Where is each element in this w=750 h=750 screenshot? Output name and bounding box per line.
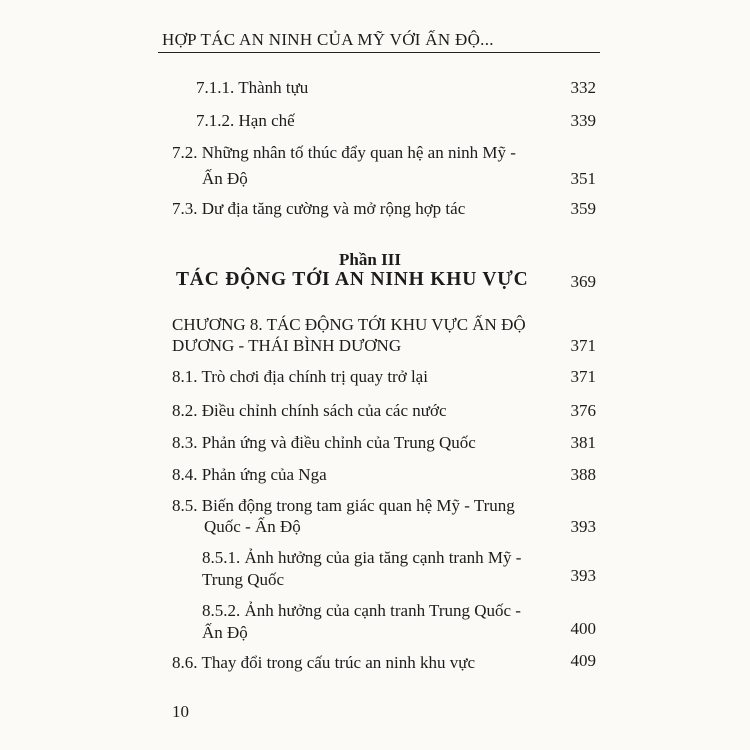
toc-entry-8-2: 8.2. Điều chỉnh chính sách của các nước — [172, 401, 447, 420]
part-page: 369 — [570, 272, 596, 291]
toc-page-8-5-2: 400 — [570, 619, 596, 638]
toc-page-7-1-2: 339 — [570, 111, 596, 130]
toc-entry-8-1: 8.1. Trò chơi địa chính trị quay trở lại — [172, 367, 428, 386]
chapter-title: CHƯƠNG 8. TÁC ĐỘNG TỚI KHU VỰC ẤN ĐỘ — [172, 315, 526, 334]
toc-page-7-3: 359 — [570, 199, 596, 218]
toc-entry-7-2-cont: Ấn Độ — [202, 169, 248, 188]
toc-page-8-6: 409 — [570, 651, 596, 670]
running-head: HỢP TÁC AN NINH CỦA MỸ VỚI ẤN ĐỘ... — [162, 30, 494, 49]
toc-page-8-5-1: 393 — [570, 566, 596, 585]
toc-page-7-1-1: 332 — [570, 78, 596, 97]
chapter-title-cont: DƯƠNG - THÁI BÌNH DƯƠNG — [172, 336, 402, 355]
toc-page-8-4: 388 — [570, 465, 596, 484]
part-title: TÁC ĐỘNG TỚI AN NINH KHU VỰC — [176, 269, 529, 290]
toc-entry-7-1-2: 7.1.2. Hạn chế — [196, 111, 295, 130]
toc-entry-7-1-1: 7.1.1. Thành tựu — [196, 78, 309, 97]
toc-page-8-2: 376 — [570, 401, 596, 420]
toc-entry-8-5-1: 8.5.1. Ảnh hưởng của gia tăng cạnh tranh Mỹ - — [202, 548, 522, 567]
toc-entry-8-5: 8.5. Biến động trong tam giác quan hệ Mỹ - Trung — [172, 496, 515, 515]
toc-page-8-3: 381 — [570, 433, 596, 452]
toc-page-8-5: 393 — [570, 517, 596, 536]
toc-page-8-1: 371 — [570, 367, 596, 386]
toc-entry-8-5-2: 8.5.2. Ảnh hưởng của cạnh tranh Trung Quốc - — [202, 601, 521, 620]
toc-entry-8-4: 8.4. Phản ứng của Nga — [172, 465, 327, 484]
toc-entry-8-5-2-cont: Ấn Độ — [202, 623, 248, 642]
toc-entry-8-3: 8.3. Phản ứng và điều chỉnh của Trung Quốc — [172, 433, 476, 452]
toc-entry-7-2: 7.2. Những nhân tố thúc đẩy quan hệ an ninh Mỹ - — [172, 143, 516, 162]
chapter-page: 371 — [570, 336, 596, 355]
header-rule — [158, 52, 600, 53]
toc-entry-8-6: 8.6. Thay đổi trong cấu trúc an ninh khu vực — [172, 653, 476, 672]
toc-entry-8-5-cont: Quốc - Ấn Độ — [204, 517, 301, 536]
toc-entry-7-3: 7.3. Dư địa tăng cường và mở rộng hợp tác — [172, 199, 466, 218]
page-number: 10 — [172, 702, 189, 721]
toc-entry-8-5-1-cont: Trung Quốc — [202, 570, 285, 589]
toc-page-7-2: 351 — [570, 169, 596, 188]
part-label: Phần III — [339, 250, 401, 269]
